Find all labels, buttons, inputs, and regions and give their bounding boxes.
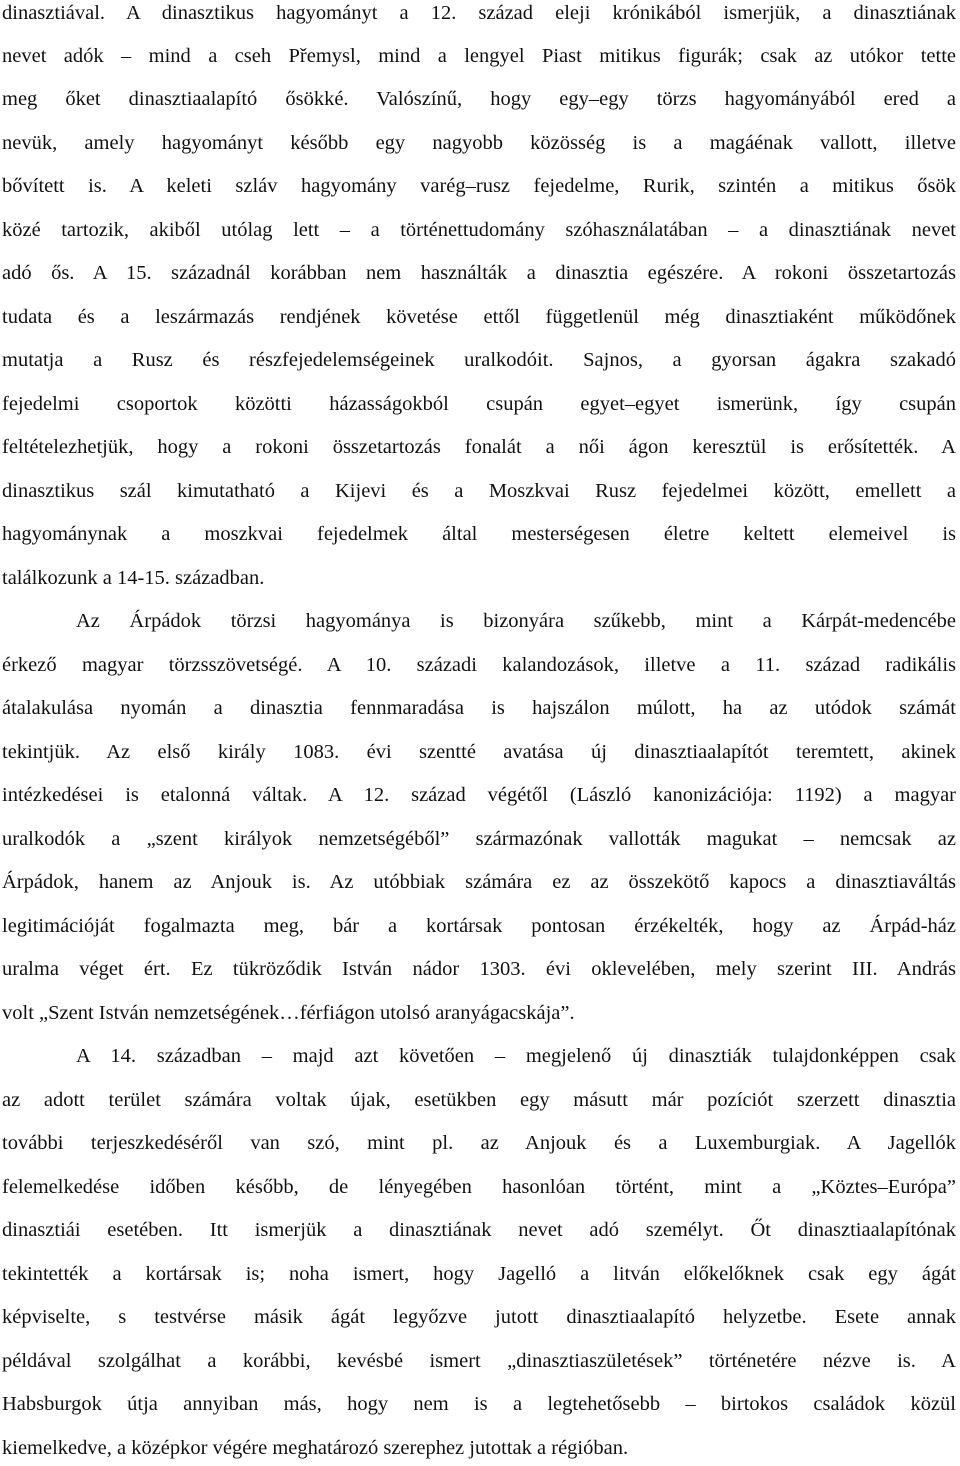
text-line: nevük, amely hagyományt később egy nagyobb közösség is a magáénak vallott, illetve bbox=[2, 132, 956, 154]
text-line: intézkedései is etalonná váltak. A 12. század végétől (László kanonizációja: 1192) a magyar bbox=[2, 784, 956, 806]
text-line: dinasztikus szál kimutatható a Kijevi és a Moszkvai Rusz fejedelmei között, emellett a bbox=[2, 480, 956, 502]
text-line: nevet adók – mind a cseh Přemysl, mind a lengyel Piast mitikus figurák; csak az utókor tette bbox=[2, 45, 956, 67]
text-line: kiemelkedve, a középkor végére meghatározó szerephez jutottak a régióban. bbox=[2, 1437, 629, 1459]
text-line: bővített is. A keleti szláv hagyomány varég–rusz fejedelme, Rurik, szintén a mitikus ősök bbox=[2, 175, 956, 197]
text-line: adó ős. A 15. századnál korábban nem használták a dinasztia egészére. A rokoni összetartozás bbox=[2, 262, 956, 284]
text-line: legitimációját fogalmazta meg, bár a kortársak pontosan érzékelték, hogy az Árpád-ház bbox=[2, 915, 956, 937]
text-line: közé tartozik, akiből utólag lett – a történettudomány szóhasználatában – a dinasztiának nevet bbox=[2, 219, 956, 241]
text-line: találkozunk a 14-15. században. bbox=[2, 567, 265, 589]
text-line: uralma véget ért. Ez tükröződik István nádor 1303. évi oklevelében, mely szerint III. András bbox=[2, 958, 956, 980]
text-line: további terjeszkedéséről van szó, mint pl. az Anjouk és a Luxemburgiak. A Jagellók bbox=[2, 1132, 956, 1154]
text-line: képviselte, s testvérse másik ágát legyőzve jutott dinasztiaalapító helyzetbe. Esete annak bbox=[2, 1306, 956, 1328]
text-line: Az Árpádok törzsi hagyománya is bizonyára szűkebb, mint a Kárpát-medencébe bbox=[76, 610, 956, 632]
text-line: tekintjük. Az első király 1083. évi szentté avatása új dinasztiaalapítót teremtett, akinek bbox=[2, 741, 956, 763]
text-line: uralkodók a „szent királyok nemzetségéből” származónak vallották magukat – nemcsak az bbox=[2, 828, 956, 850]
text-line: fejedelmi csoportok közötti házasságokból csupán egyet–egyet ismerünk, így csupán bbox=[2, 393, 956, 415]
text-line: dinasztiával. A dinasztikus hagyományt a 12. század eleji krónikából ismerjük, a dinasztiának bbox=[2, 2, 956, 24]
text-line: Árpádok, hanem az Anjouk is. Az utóbbiak számára ez az összekötő kapocs a dinasztiaváltás bbox=[2, 871, 956, 893]
text-line: Habsburgok útja annyiban más, hogy nem is a legtehetősebb – birtokos családok közül bbox=[2, 1393, 956, 1415]
text-line: meg őket dinasztiaalapító ősökké. Valószínű, hogy egy–egy törzs hagyományából ered a bbox=[2, 88, 956, 110]
text-line: tekintették a kortársak is; noha ismert, hogy Jagelló a litván előkelőknek csak egy ágát bbox=[2, 1263, 956, 1285]
text-line: az adott terület számára voltak újak, esetükben egy másutt már pozíciót szerzett dinasztia bbox=[2, 1089, 956, 1111]
text-line: mutatja a Rusz és részfejedelemségeinek uralkodóit. Sajnos, a gyorsan ágakra szakadó bbox=[2, 349, 956, 371]
text-line: átalakulása nyomán a dinasztia fennmaradása is hajszálon múlott, ha az utódok számát bbox=[2, 697, 956, 719]
text-line: A 14. században – majd azt követően – megjelenő új dinasztiák tulajdonképpen csak bbox=[76, 1045, 956, 1067]
text-line: feltételezhetjük, hogy a rokoni összetartozás fonalát a női ágon keresztül is erősítették. A bbox=[2, 436, 956, 458]
text-line: érkező magyar törzsszövetségé. A 10. századi kalandozások, illetve a 11. század radikális bbox=[2, 654, 956, 676]
text-line: dinasztiái esetében. Itt ismerjük a dinasztiának nevet adó személyt. Őt dinasztiaalapítónak bbox=[2, 1219, 956, 1241]
text-line: tudata és a leszármazás rendjének követése ettől függetlenül még dinasztiaként működőnek bbox=[2, 306, 956, 328]
text-line: példával szolgálhat a korábbi, kevésbé ismert „dinasztiaszületések” történetére nézve is. A bbox=[2, 1350, 956, 1372]
text-line: volt „Szent István nemzetségének…férfiágon utolsó aranyágacskája”. bbox=[2, 1002, 575, 1024]
text-line: hagyománynak a moszkvai fejedelmek által mesterségesen életre keltett elemeivel is bbox=[2, 523, 956, 545]
text-line: felemelkedése időben később, de lényegében hasonlóan történt, mint a „Köztes–Európa” bbox=[2, 1176, 956, 1198]
